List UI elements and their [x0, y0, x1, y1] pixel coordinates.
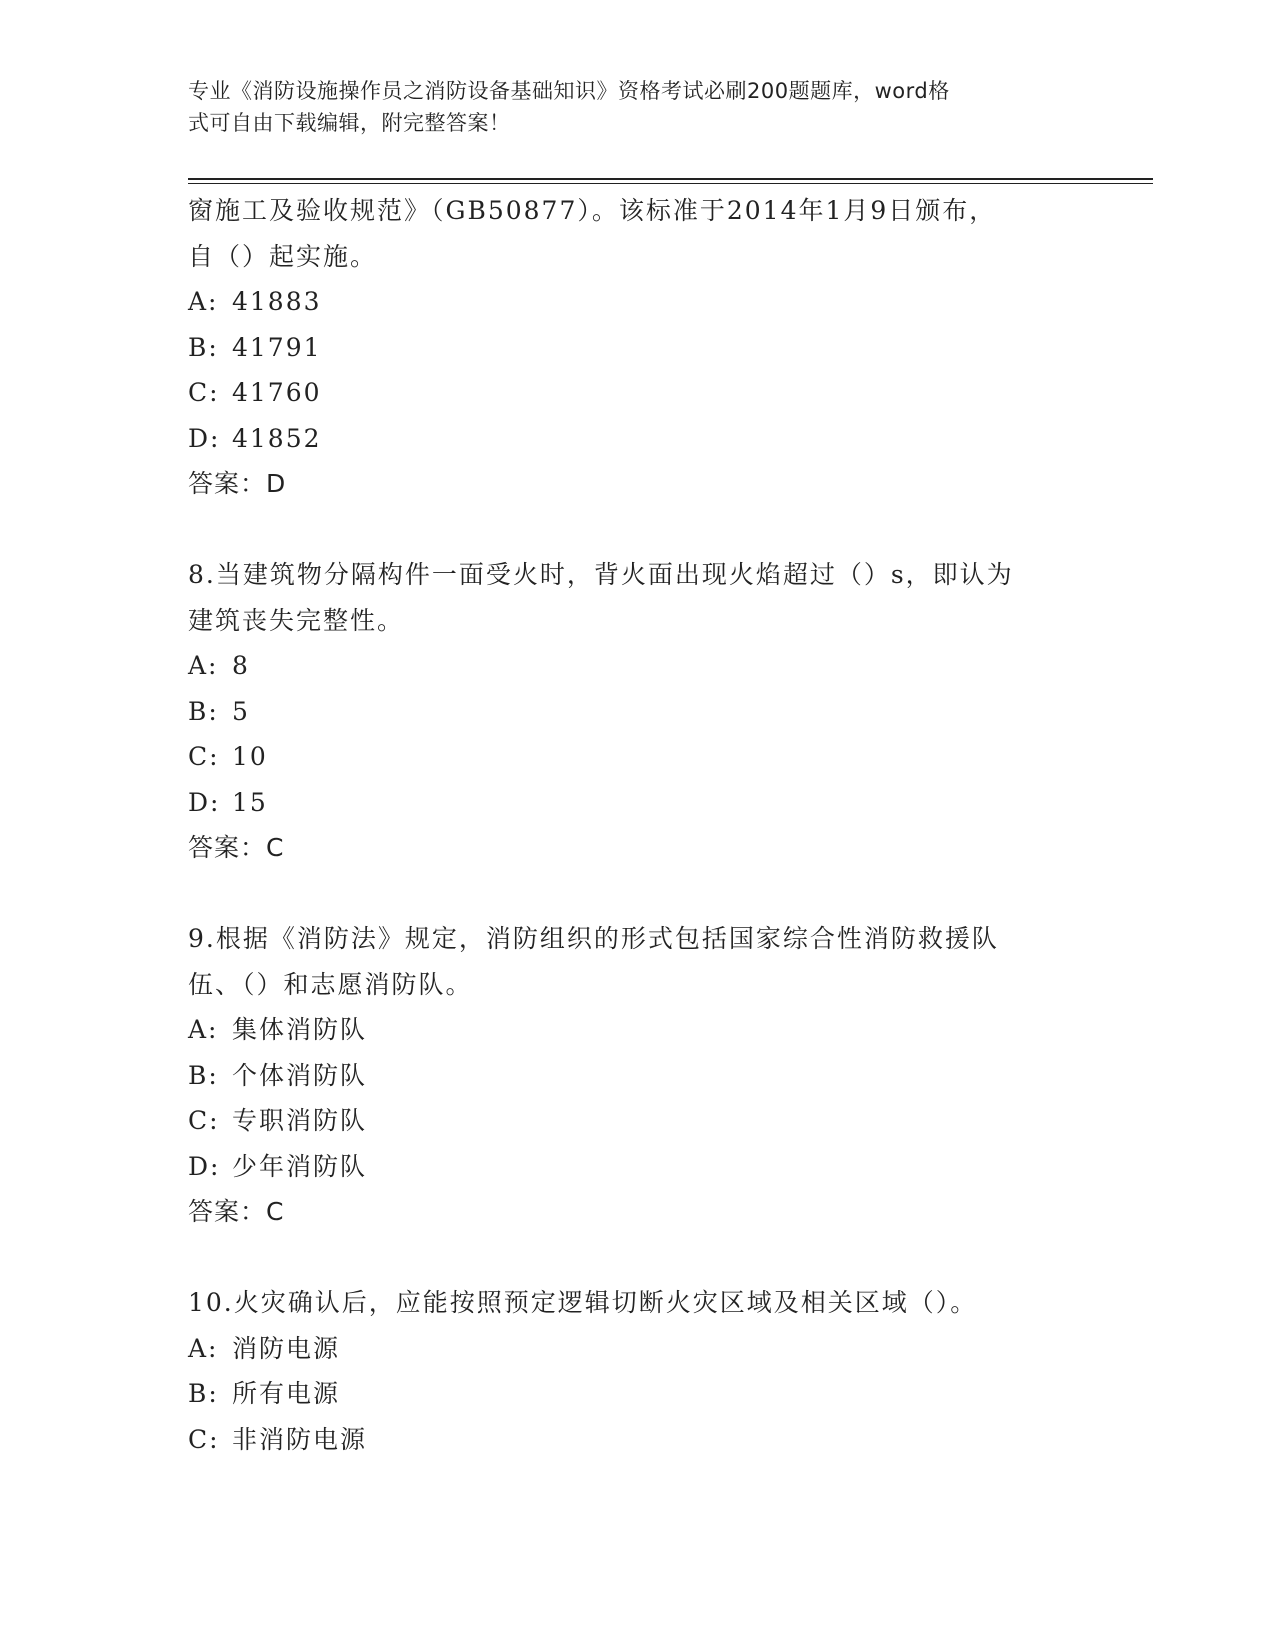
question-block: [188, 552, 1088, 871]
option-letter: B:: [188, 332, 219, 362]
option-b: [188, 1053, 1088, 1099]
option-text: 个体消防队: [232, 1060, 368, 1090]
option-text: 5: [232, 696, 250, 726]
option-text: 41852: [232, 423, 322, 453]
question-text: 9.根据《消防法》规定，消防组织的形式包括国家综合性消防救援队: [188, 924, 999, 953]
option-letter: D:: [188, 1151, 221, 1181]
option-letter: A:: [188, 1015, 219, 1044]
option-letter: A:: [188, 651, 219, 680]
question-list: [188, 188, 1088, 1462]
option-text: 8: [232, 651, 250, 680]
option-text: 41791: [232, 332, 322, 362]
option-letter: C:: [188, 1106, 220, 1135]
option-text: 消防电源: [232, 1333, 341, 1363]
option-letter: C:: [188, 1424, 220, 1454]
question-text: 10.火灾确认后，应能按照预定逻辑切断火灾区域及相关区域（）。: [188, 1288, 978, 1317]
option-c: [188, 370, 1088, 416]
question-block: [188, 188, 1088, 507]
answer-line: 答案：C: [188, 833, 285, 862]
option-letter: A:: [188, 1333, 219, 1363]
option-letter: D:: [188, 423, 221, 453]
spacer: [188, 871, 1088, 917]
option-letter: A:: [188, 287, 219, 316]
question-text: 自（）起实施。: [188, 241, 378, 271]
spacer: [188, 507, 1088, 553]
option-b: [188, 325, 1088, 371]
header-divider-thick: [188, 178, 1153, 180]
option-a: [188, 1326, 1088, 1372]
answer-line: 答案：C: [188, 1197, 285, 1226]
option-a: [188, 643, 1088, 689]
option-letter: C:: [188, 742, 220, 771]
option-letter: B:: [188, 1060, 219, 1090]
question-text: 窗施工及验收规范》（GB50877）。该标准于2014年1月9日颁布，: [188, 196, 997, 225]
header-line-1: 专业《消防设施操作员之消防设备基础知识》资格考试必刷200题题库，word格: [188, 79, 950, 103]
option-d: [188, 416, 1088, 462]
option-c: [188, 734, 1088, 780]
option-c: [188, 1098, 1088, 1144]
option-text: 专职消防队: [232, 1106, 368, 1135]
option-text: 少年消防队: [232, 1151, 368, 1181]
question-text: 伍、（）和志愿消防队。: [188, 969, 473, 999]
question-text: 8.当建筑物分隔构件一面受火时，背火面出现火焰超过（）s，即认为: [188, 560, 1014, 589]
option-text: 15: [232, 787, 268, 817]
option-text: 非消防电源: [232, 1424, 368, 1454]
question-block: [188, 916, 1088, 1235]
option-c: [188, 1417, 1088, 1463]
option-d: [188, 780, 1088, 826]
option-text: 41760: [232, 378, 322, 407]
option-letter: D:: [188, 787, 221, 817]
option-letter: B:: [188, 1379, 219, 1408]
option-b: [188, 689, 1088, 735]
question-block: [188, 1280, 1088, 1462]
option-text: 集体消防队: [232, 1015, 368, 1044]
option-a: [188, 279, 1088, 325]
document-header: [188, 75, 1068, 139]
answer-line: 答案：D: [188, 469, 287, 498]
spacer: [188, 1235, 1088, 1281]
option-d: [188, 1144, 1088, 1190]
option-letter: B:: [188, 696, 219, 726]
header-divider-thin: [188, 183, 1153, 184]
option-letter: C:: [188, 378, 220, 407]
option-a: [188, 1007, 1088, 1053]
header-line-2: 式可自由下载编辑，附完整答案！: [188, 111, 511, 135]
option-text: 10: [232, 742, 268, 771]
option-text: 所有电源: [232, 1379, 341, 1408]
option-text: 41883: [232, 287, 322, 316]
option-b: [188, 1371, 1088, 1417]
question-text: 建筑丧失完整性。: [188, 605, 405, 635]
